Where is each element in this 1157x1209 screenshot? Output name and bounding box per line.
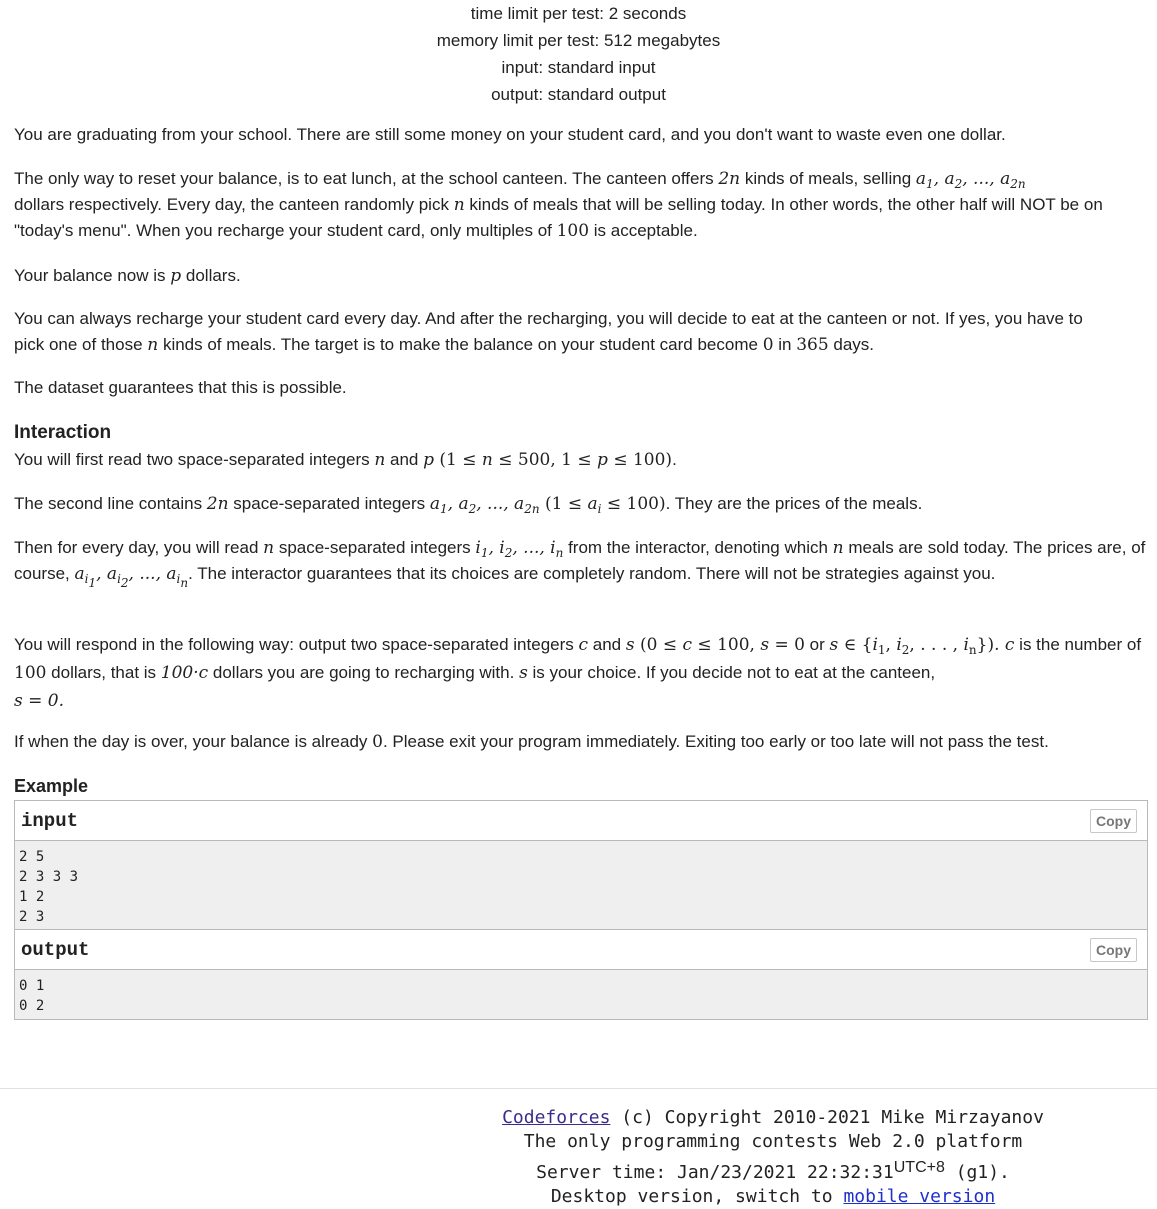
footer-copyright: Codeforces (c) Copyright 2010-2021 Mike Mirzayanov (502, 1107, 1044, 1128)
footer-tagline: The only programming contests Web 2.0 platform (523, 1131, 1023, 1152)
mobile-version-link[interactable]: mobile version (843, 1186, 996, 1207)
statement-balance: Your balance now is p dollars. (14, 266, 241, 286)
input-line: 1 2 (19, 889, 45, 905)
statement-recharge: You can always recharge your student card every day. And after the recharging, you will decide to eat at the canteen or not. If yes, you have to pick one of those n kinds of meals. The target is to make the balance on your student card become 0 in 365 days. (14, 309, 1083, 355)
example-box (14, 800, 1148, 1020)
input-spec: input: standard input (501, 58, 656, 77)
problem-limits (0, 0, 1157, 108)
footer-version: Desktop version, switch to mobile version (550, 1186, 996, 1207)
output-block (15, 970, 1147, 1019)
output-spec: output: standard output (491, 85, 666, 104)
input-header (15, 801, 1147, 841)
example-title: Example (14, 776, 89, 796)
input-line: 2 3 (19, 909, 45, 925)
input-line: 2 3 3 3 (19, 869, 79, 885)
memory-limit: memory limit per test: 512 megabytes (436, 31, 721, 50)
footer (460, 1106, 1086, 1209)
interaction-daily: Then for every day, you will read n space-separated integers $i_1$, $i_2$, ..., $i_n$ from the interactor, denoting which n meals are sold today. The prices are, of course, $a_{i_1}$, $a_{i_2}$, ..., $a_{i_n}$. The interactor guarantees that its choices are completely random. There will not be strategies against you. (14, 538, 1146, 590)
output-line: 0 2 (19, 998, 45, 1014)
interaction-title: Interaction (14, 422, 112, 443)
statement-guarantee: The dataset guarantees that this is possible. (14, 378, 347, 397)
interaction-second-line: The second line contains 2n space-separated integers $a_1$, $a_2$, ..., $a_{2n}$ $(1 \le a_i \le 100)$. They are the prices of the meals. (14, 494, 923, 516)
footer-divider (0, 1088, 1157, 1089)
time-limit: time limit per test: 2 seconds (470, 4, 687, 23)
input-line: 2 5 (19, 849, 45, 865)
output-line: 0 1 (19, 978, 45, 994)
footer-server-time: Server time: Jan/23/2021 22:32:31UTC+8 (g1). (536, 1159, 1010, 1183)
copy-input-button[interactable]: Copy (1090, 809, 1137, 833)
interaction-exit: If when the day is over, your balance is already 0. Please exit your program immediately. Exiting too early or too late will not pass the test. (14, 732, 1049, 752)
output-header (15, 930, 1147, 970)
input-block (15, 841, 1147, 930)
copy-output-button[interactable]: Copy (1090, 938, 1137, 962)
statement-meals: The only way to reset your balance, is to eat lunch, at the school canteen. The canteen offers 2n kinds of meals, selling $a_1$, $a_2$, ..., $a_{2n}$ dollars respectively. Every day, the canteen randomly pick n kinds of meals that will be selling today. In other words, the other half will NOT be on "today's menu". When you recharge your student card, only multiples of 100 is acceptable. (14, 169, 1103, 241)
codeforces-link[interactable]: Codeforces (502, 1107, 611, 1128)
input-title: input (21, 810, 79, 832)
output-title: output (21, 939, 90, 961)
interaction-first-line: You will first read two space-separated integers n and p (1 ≤ n ≤ 500, 1 ≤ p ≤ 100). (14, 450, 677, 470)
interaction-respond: You will respond in the following way: output two space-separated integers c and s (0 ≤ c ≤ 100, s = 0 or s ∈ {$i_1$, $i_2$, . . . , $i_n$}). c is the number of 100 dollars, that is 100·c dollars you are going to recharging with. s is your choice. If you decide not to eat at the canteen, s = 0. (14, 635, 1142, 711)
timezone: UTC+8 (893, 1159, 945, 1176)
statement-intro: You are graduating from your school. There are still some money on your student card, and you don't want to waste even one dollar. (14, 125, 1006, 144)
